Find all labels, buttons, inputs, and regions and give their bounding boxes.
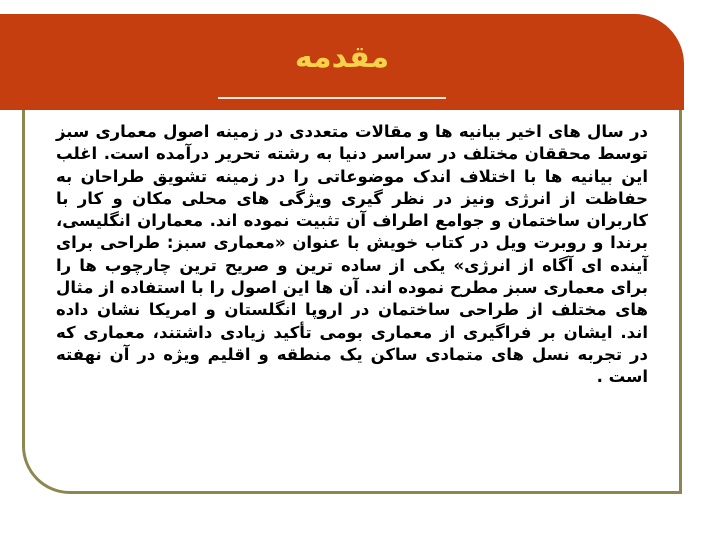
body-paragraph: در سال های اخیر بیانیه ها و مقالات متعددی در زمینه اصول معماری سبز توسط محققان مختلف در سراسر دنیا به رشته تحریر درآمده است. اغلب این بیانیه ها با اختلاف اندک موضوعاتی را در زمینه تشویق طراحان به حفاظت از انرژی ونیز در نظر گیری ویژگی های محلی مکان و کار با کاربران ساختمان و جوامع اطراف آن تثبیت نموده اند. معماران انگلیسی، برندا و روبرت ویل در کتاب خویش با عنوان «معماری سبز: طراحی برای آینده ای آگاه از انرژی» یکی از ساده ترین و صریح ترین چارچوب ها را برای معماری سبز مطرح نموده اند. آن ها این اصول را با استفاده از مثال های مختلف از طراحی ساختمان در اروپا انگلستان و امریکا نشان داده اند. ایشان بر فراگیری از معماری بومی تأکید زیادی داشتند، معماری که در تجربه نسل های متمادی ساکن یک منطقه و اقلیم ویژه در آن نهفته است .	[56, 122, 648, 387]
title-underline	[218, 97, 446, 99]
slide-title: مقدمه	[294, 40, 390, 75]
